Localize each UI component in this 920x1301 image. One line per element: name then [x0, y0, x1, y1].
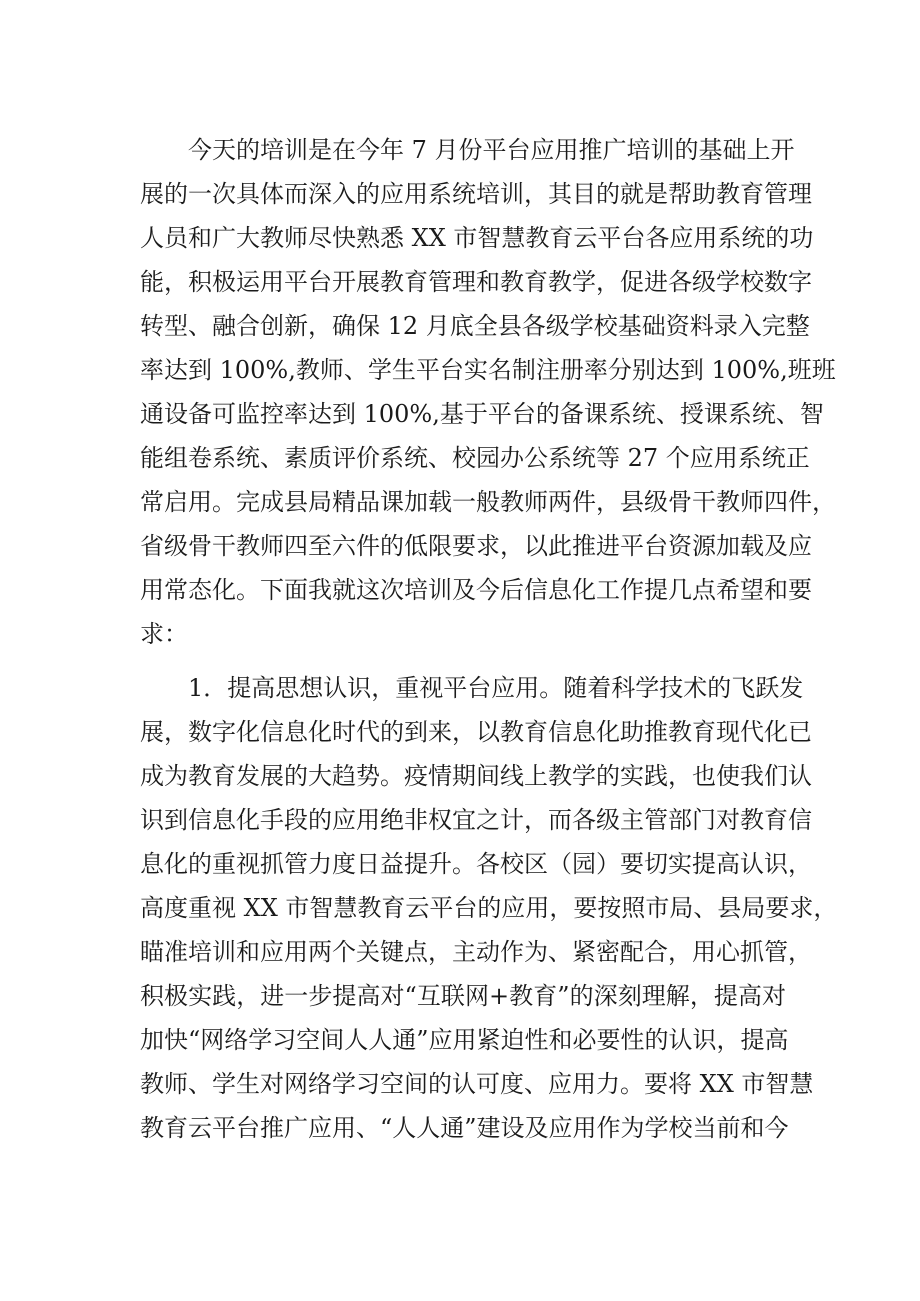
paragraph-2-line: 瞄准培训和应用两个关键点，主动作为、紧密配合，用心抓管， — [140, 938, 812, 966]
paragraph-1-line: 通设备可监控率达到 100%,基于平台的备课系统、授课系统、智 — [140, 400, 824, 428]
paragraph-2-line: 积极实践，进一步提高对“互联网+教育”的深刻理解，提高对 — [140, 982, 786, 1010]
paragraph-2-line: 息化的重视抓管力度日益提升。各校区（园）要切实提高认识， — [140, 850, 812, 878]
paragraph-1-line: 展的一次具体而深入的应用系统培训，其目的就是帮助教育管理 — [140, 180, 812, 208]
paragraph-1-line: 用常态化。下面我就这次培训及今后信息化工作提几点希望和要 — [140, 576, 812, 604]
paragraph-2-line: 1．提高思想认识，重视平台应用。随着科学技术的飞跃发 — [188, 674, 804, 702]
paragraph-2-line: 教育云平台推广应用、“人人通”建设及应用作为学校当前和今 — [140, 1114, 789, 1142]
paragraph-1-line: 转型、融合创新，确保 12 月底全县各级学校基础资料录入完整 — [140, 312, 810, 340]
paragraph-1-line: 今天的培训是在今年 7 月份平台应用推广培训的基础上开 — [188, 136, 795, 164]
paragraph-1-line: 能组卷系统、素质评价系统、校园办公系统等 27 个应用系统正 — [140, 444, 810, 472]
paragraph-1-line: 常启用。完成县局精品课加载一般教师两件，县级骨干教师四件， — [140, 488, 836, 516]
paragraph-1-line: 率达到 100%,教师、学生平台实名制注册率分别达到 100%,班班 — [140, 356, 836, 384]
paragraph-2-line: 高度重视 XX 市智慧教育云平台的应用，要按照市局、县局要求， — [140, 894, 838, 922]
paragraph-2-line: 教师、学生对网络学习空间的认可度、应用力。要将 XX 市智慧 — [140, 1070, 814, 1098]
paragraph-2-line: 加快“网络学习空间人人通”应用紧迫性和必要性的认识，提高 — [140, 1026, 789, 1054]
paragraph-1-line: 人员和广大教师尽快熟悉 XX 市智慧教育云平台各应用系统的功 — [140, 224, 814, 252]
paragraph-1-line: 省级骨干教师四至六件的低限要求，以此推进平台资源加载及应 — [140, 532, 812, 560]
paragraph-2-line: 展，数字化信息化时代的到来，以教育信息化助推教育现代化已 — [140, 718, 812, 746]
paragraph-1-line: 能，积极运用平台开展教育管理和教育教学，促进各级学校数字 — [140, 268, 812, 296]
paragraph-1-line: 求： — [140, 620, 188, 648]
paragraph-2-line: 成为教育发展的大趋势。疫情期间线上教学的实践，也使我们认 — [140, 762, 812, 790]
paragraph-2-line: 识到信息化手段的应用绝非权宜之计，而各级主管部门对教育信 — [140, 806, 812, 834]
